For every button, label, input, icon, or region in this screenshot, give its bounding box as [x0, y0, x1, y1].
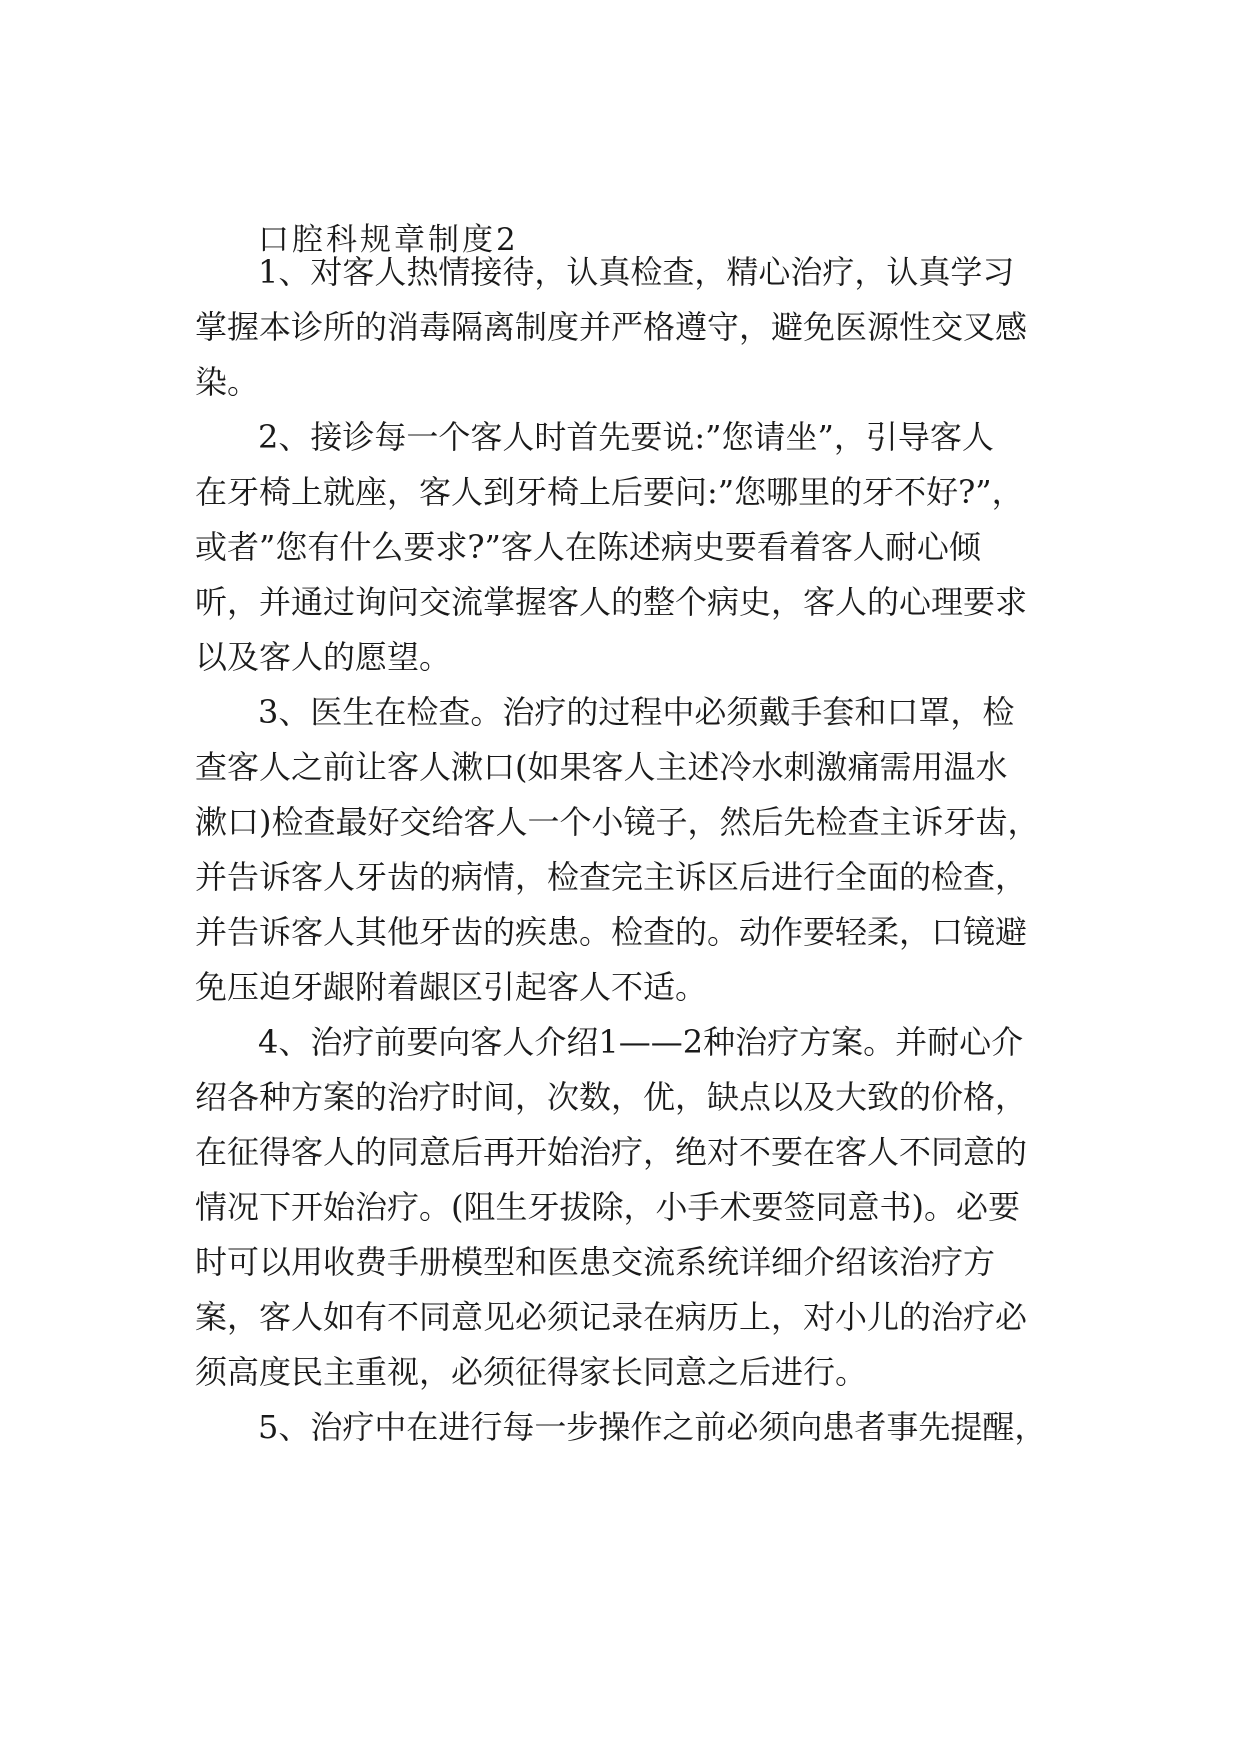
paragraph-3-line-1: 3、医生在检查。治疗的过程中必须戴手套和口罩，检	[258, 693, 1015, 731]
paragraph-4-line-2: 绍各种方案的治疗时间，次数，优，缺点以及大致的价格，	[195, 1078, 1028, 1116]
paragraph-2-line-1: 2、接诊每一个客人时首先要说:”您请坐”，引导客人	[258, 418, 994, 456]
paragraph-1-line-1: 1、对客人热情接待，认真检查，精心治疗，认真学习	[258, 253, 1015, 291]
paragraph-4-line-7: 须高度民主重视，必须征得家长同意之后进行。	[195, 1353, 868, 1391]
paragraph-5-line-1: 5、治疗中在进行每一步操作之前必须向患者事先提醒，	[258, 1408, 1047, 1446]
paragraph-3-line-4: 并告诉客人牙齿的病情，检查完主诉区后进行全面的检查，	[195, 858, 1028, 896]
paragraph-2-line-2: 在牙椅上就座，客人到牙椅上后要问:”您哪里的牙不好?”，	[195, 473, 1024, 511]
paragraph-3-line-2: 查客人之前让客人漱口(如果客人主述冷水刺激痛需用温水	[195, 748, 1008, 786]
paragraph-4-line-6: 案，客人如有不同意见必须记录在病历上，对小儿的治疗必	[195, 1298, 1028, 1336]
paragraph-4-line-5: 时可以用收费手册模型和医患交流系统详细介绍该治疗方	[195, 1243, 996, 1281]
paragraph-2-line-5: 以及客人的愿望。	[195, 638, 452, 676]
paragraph-3-line-6: 免压迫牙龈附着龈区引起客人不适。	[195, 968, 708, 1006]
paragraph-2-line-3: 或者”您有什么要求?”客人在陈述病史要看着客人耐心倾	[195, 528, 981, 566]
paragraph-4-line-4: 情况下开始治疗。(阻生牙拔除，小手术要签同意书)。必要	[195, 1188, 1020, 1226]
paragraph-3-line-5: 并告诉客人其他牙齿的疾患。检查的。动作要轻柔，口镜避	[195, 913, 1028, 951]
paragraph-3-line-3: 漱口)检查最好交给客人一个小镜子，然后先检查主诉牙齿，	[195, 803, 1040, 841]
paragraph-4-line-1: 4、治疗前要向客人介绍1——2种治疗方案。并耐心介	[258, 1023, 1024, 1061]
paragraph-4-line-3: 在征得客人的同意后再开始治疗，绝对不要在客人不同意的	[195, 1133, 1028, 1171]
document-title: 口腔科规章制度2	[258, 222, 519, 258]
paragraph-1-line-2: 掌握本诊所的消毒隔离制度并严格遵守，避免医源性交叉感	[195, 308, 1028, 346]
paragraph-2-line-4: 听，并通过询问交流掌握客人的整个病史，客人的心理要求	[195, 583, 1028, 621]
paragraph-1-line-3: 染。	[195, 363, 260, 401]
